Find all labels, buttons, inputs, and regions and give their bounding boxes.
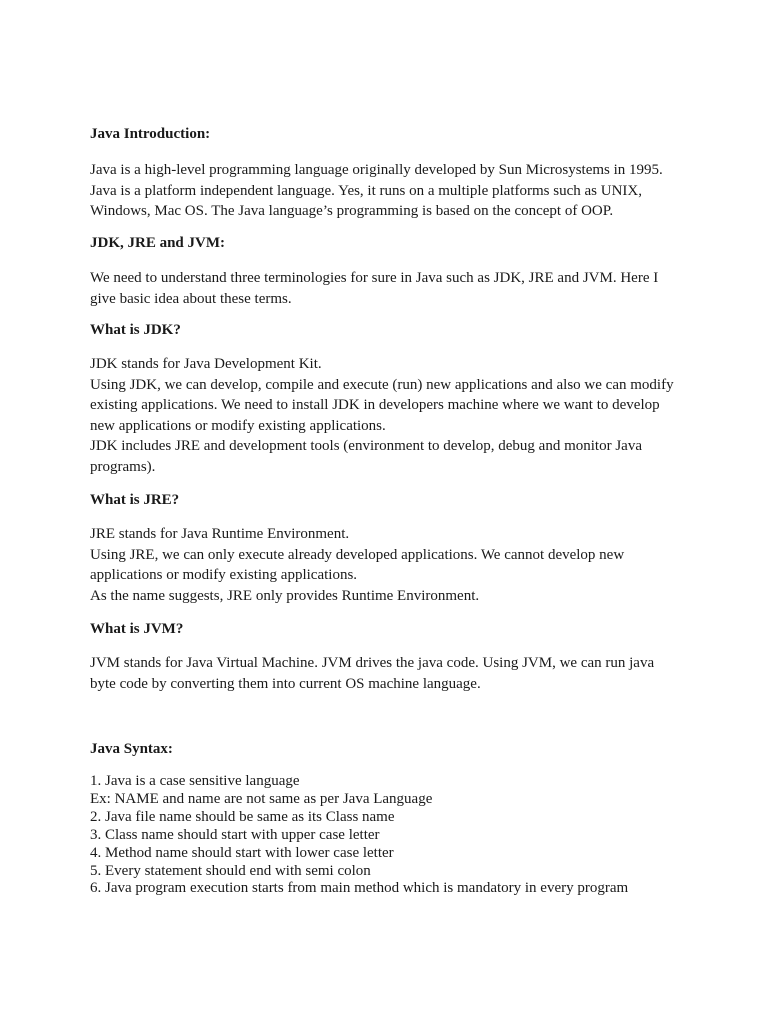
text-line: Using JDK, we can develop, compile and execute (run) new applications and also we can modify [90, 376, 674, 393]
heading-what-is-jre: What is JRE? [90, 492, 180, 508]
text-line: JDK includes JRE and development tools (environment to develop, debug and monitor Java [90, 438, 642, 454]
heading-jdk-jre-jvm: JDK, JRE and JVM: [90, 235, 226, 251]
text-line: JRE stands for Java Runtime Environment. [90, 526, 350, 542]
text-line: give basic idea about these terms. [90, 290, 292, 307]
list-item: 5. Every statement should end with semi colon [90, 862, 371, 879]
list-item: 6. Java program execution starts from main method which is mandatory in every program [90, 880, 629, 897]
text-line: Using JRE, we can only execute already developed applications. We cannot develop new [90, 546, 625, 563]
paragraph-java-introduction [90, 160, 690, 222]
list-item: 3. Class name should start with upper case letter [90, 826, 380, 843]
paragraph-what-is-jdk [90, 354, 690, 477]
heading-java-syntax: Java Syntax: [90, 741, 173, 757]
paragraph-what-is-jvm [90, 653, 690, 694]
text-line: Java is a high-level programming language originally developed by Sun Microsystems in 1995. [90, 162, 663, 178]
text-line: Windows, Mac OS. The Java language’s programming is based on the concept of OOP. [90, 203, 614, 219]
list-item: 1. Java is a case sensitive language [90, 773, 300, 789]
list-item: Ex: NAME and name are not same as per Java Language [90, 790, 433, 807]
paragraph-jdk-jre-jvm [90, 268, 690, 309]
text-line: We need to understand three terminologies for sure in Java such as JDK, JRE and JVM. Here I [90, 270, 659, 286]
syntax-list [90, 773, 690, 898]
text-line: JDK stands for Java Development Kit. [90, 356, 322, 372]
paragraph-what-is-jre [90, 524, 690, 606]
text-line: Java is a platform independent language. Yes, it runs on a multiple platforms such as UNIX, [90, 182, 642, 199]
text-line: JVM stands for Java Virtual Machine. JVM drives the java code. Using JVM, we can run java [90, 655, 655, 671]
text-line: new applications or modify existing applications. [90, 417, 386, 434]
heading-what-is-jdk: What is JDK? [90, 322, 181, 338]
text-line: applications or modify existing applications. [90, 567, 358, 583]
text-line: byte code by converting them into current OS machine language. [90, 675, 481, 692]
heading-what-is-jvm: What is JVM? [90, 621, 184, 637]
list-item: 2. Java file name should be same as its Class name [90, 808, 395, 825]
text-line: programs). [90, 458, 156, 475]
text-line: existing applications. We need to install JDK in developers machine where we want to develop [90, 397, 660, 413]
text-line: As the name suggests, JRE only provides Runtime Environment. [90, 587, 480, 604]
list-item: 4. Method name should start with lower case letter [90, 844, 394, 861]
heading-java-introduction: Java Introduction: [90, 126, 211, 142]
